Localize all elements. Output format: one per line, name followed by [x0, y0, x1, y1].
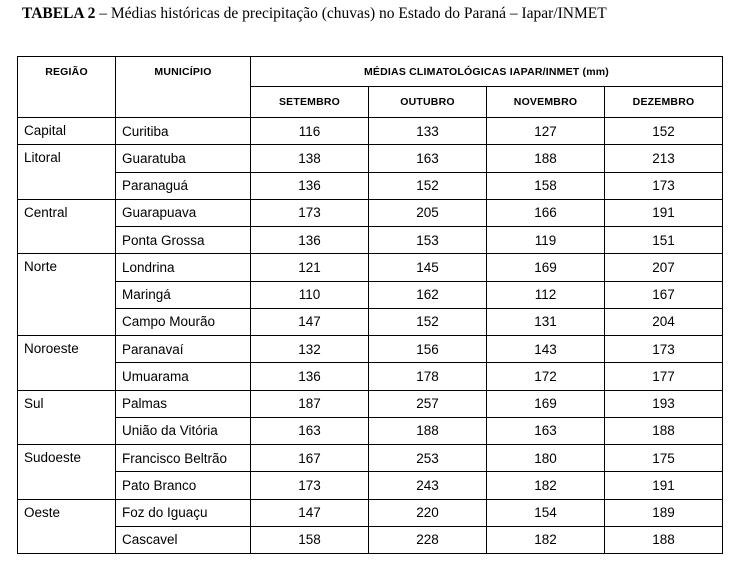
municipio-cell: União da Vitória: [116, 417, 251, 444]
municipio-cell: Ponta Grossa: [116, 227, 251, 254]
municipio-cell: Foz do Iguaçu: [116, 499, 251, 526]
value-cell: 151: [605, 227, 723, 254]
value-cell: 180: [487, 445, 605, 472]
region-cell: Litoral: [18, 145, 116, 200]
value-cell: 136: [251, 227, 369, 254]
value-cell: 169: [487, 254, 605, 281]
table-row: [18, 281, 723, 308]
value-cell: 178: [369, 363, 487, 390]
table-row: [18, 445, 723, 472]
value-cell: 191: [605, 472, 723, 499]
value-cell: 136: [251, 172, 369, 199]
value-cell: 204: [605, 308, 723, 335]
value-cell: 188: [369, 417, 487, 444]
value-cell: 173: [251, 199, 369, 226]
value-cell: 163: [487, 417, 605, 444]
value-cell: 110: [251, 281, 369, 308]
value-cell: 167: [605, 281, 723, 308]
value-cell: 187: [251, 390, 369, 417]
header-month-dezembro: DEZEMBRO: [605, 87, 723, 118]
municipio-cell: Curitiba: [116, 118, 251, 145]
table-row: [18, 172, 723, 199]
header-regiao: REGIÃO: [18, 57, 116, 118]
value-cell: 132: [251, 336, 369, 363]
value-cell: 116: [251, 118, 369, 145]
table-header: [18, 57, 723, 118]
value-cell: 188: [487, 145, 605, 172]
region-cell: Capital: [18, 118, 116, 145]
value-cell: 152: [605, 118, 723, 145]
value-cell: 152: [369, 308, 487, 335]
value-cell: 243: [369, 472, 487, 499]
value-cell: 177: [605, 363, 723, 390]
table-body: [18, 118, 723, 554]
value-cell: 182: [487, 526, 605, 553]
value-cell: 131: [487, 308, 605, 335]
table-row: [18, 199, 723, 226]
value-cell: 158: [487, 172, 605, 199]
table-row: [18, 526, 723, 553]
value-cell: 220: [369, 499, 487, 526]
region-cell: Norte: [18, 254, 116, 336]
header-month-setembro: SETEMBRO: [251, 87, 369, 118]
table-row: [18, 254, 723, 281]
table-row: [18, 390, 723, 417]
municipio-cell: Cascavel: [116, 526, 251, 553]
value-cell: 156: [369, 336, 487, 363]
header-month-outubro: OUTUBRO: [369, 87, 487, 118]
municipio-cell: Campo Mourão: [116, 308, 251, 335]
value-cell: 154: [487, 499, 605, 526]
value-cell: 119: [487, 227, 605, 254]
value-cell: 147: [251, 308, 369, 335]
municipio-cell: Paranaguá: [116, 172, 251, 199]
value-cell: 173: [605, 336, 723, 363]
value-cell: 133: [369, 118, 487, 145]
header-month-novembro: NOVEMBRO: [487, 87, 605, 118]
municipio-cell: Umuarama: [116, 363, 251, 390]
municipio-cell: Pato Branco: [116, 472, 251, 499]
table-caption-label: TABELA 2: [22, 5, 96, 22]
value-cell: 153: [369, 227, 487, 254]
table-row: [18, 363, 723, 390]
value-cell: 138: [251, 145, 369, 172]
value-cell: 213: [605, 145, 723, 172]
value-cell: 193: [605, 390, 723, 417]
table-row: [18, 472, 723, 499]
value-cell: 253: [369, 445, 487, 472]
precipitation-table: [17, 56, 723, 554]
municipio-cell: Maringá: [116, 281, 251, 308]
region-cell: Noroeste: [18, 336, 116, 391]
value-cell: 166: [487, 199, 605, 226]
value-cell: 163: [369, 145, 487, 172]
value-cell: 127: [487, 118, 605, 145]
header-group: MÉDIAS CLIMATOLÓGICAS IAPAR/INMET (mm): [251, 57, 723, 87]
value-cell: 152: [369, 172, 487, 199]
table-row: [18, 417, 723, 444]
region-cell: Sul: [18, 390, 116, 445]
table-row: [18, 145, 723, 172]
value-cell: 191: [605, 199, 723, 226]
table-row: [18, 118, 723, 145]
value-cell: 188: [605, 417, 723, 444]
municipio-cell: Paranavaí: [116, 336, 251, 363]
value-cell: 169: [487, 390, 605, 417]
value-cell: 173: [251, 472, 369, 499]
header-municipio: MUNICÍPIO: [116, 57, 251, 118]
value-cell: 136: [251, 363, 369, 390]
value-cell: 257: [369, 390, 487, 417]
value-cell: 172: [487, 363, 605, 390]
municipio-cell: Londrina: [116, 254, 251, 281]
value-cell: 145: [369, 254, 487, 281]
region-cell: Oeste: [18, 499, 116, 554]
value-cell: 158: [251, 526, 369, 553]
value-cell: 143: [487, 336, 605, 363]
municipio-cell: Guarapuava: [116, 199, 251, 226]
municipio-cell: Francisco Beltrão: [116, 445, 251, 472]
table-caption: [22, 5, 607, 23]
value-cell: 121: [251, 254, 369, 281]
value-cell: 182: [487, 472, 605, 499]
value-cell: 163: [251, 417, 369, 444]
value-cell: 162: [369, 281, 487, 308]
table-caption-text: – Médias históricas de precipitação (chuvas) no Estado do Paraná – Iapar/INMET: [95, 5, 607, 22]
value-cell: 188: [605, 526, 723, 553]
value-cell: 147: [251, 499, 369, 526]
table-row: [18, 336, 723, 363]
table-row: [18, 499, 723, 526]
value-cell: 228: [369, 526, 487, 553]
table-row: [18, 227, 723, 254]
value-cell: 167: [251, 445, 369, 472]
value-cell: 205: [369, 199, 487, 226]
region-cell: Sudoeste: [18, 445, 116, 500]
value-cell: 173: [605, 172, 723, 199]
municipio-cell: Palmas: [116, 390, 251, 417]
header-row-1: [18, 57, 723, 87]
value-cell: 207: [605, 254, 723, 281]
municipio-cell: Guaratuba: [116, 145, 251, 172]
value-cell: 175: [605, 445, 723, 472]
value-cell: 112: [487, 281, 605, 308]
table-row: [18, 308, 723, 335]
value-cell: 189: [605, 499, 723, 526]
region-cell: Central: [18, 199, 116, 254]
